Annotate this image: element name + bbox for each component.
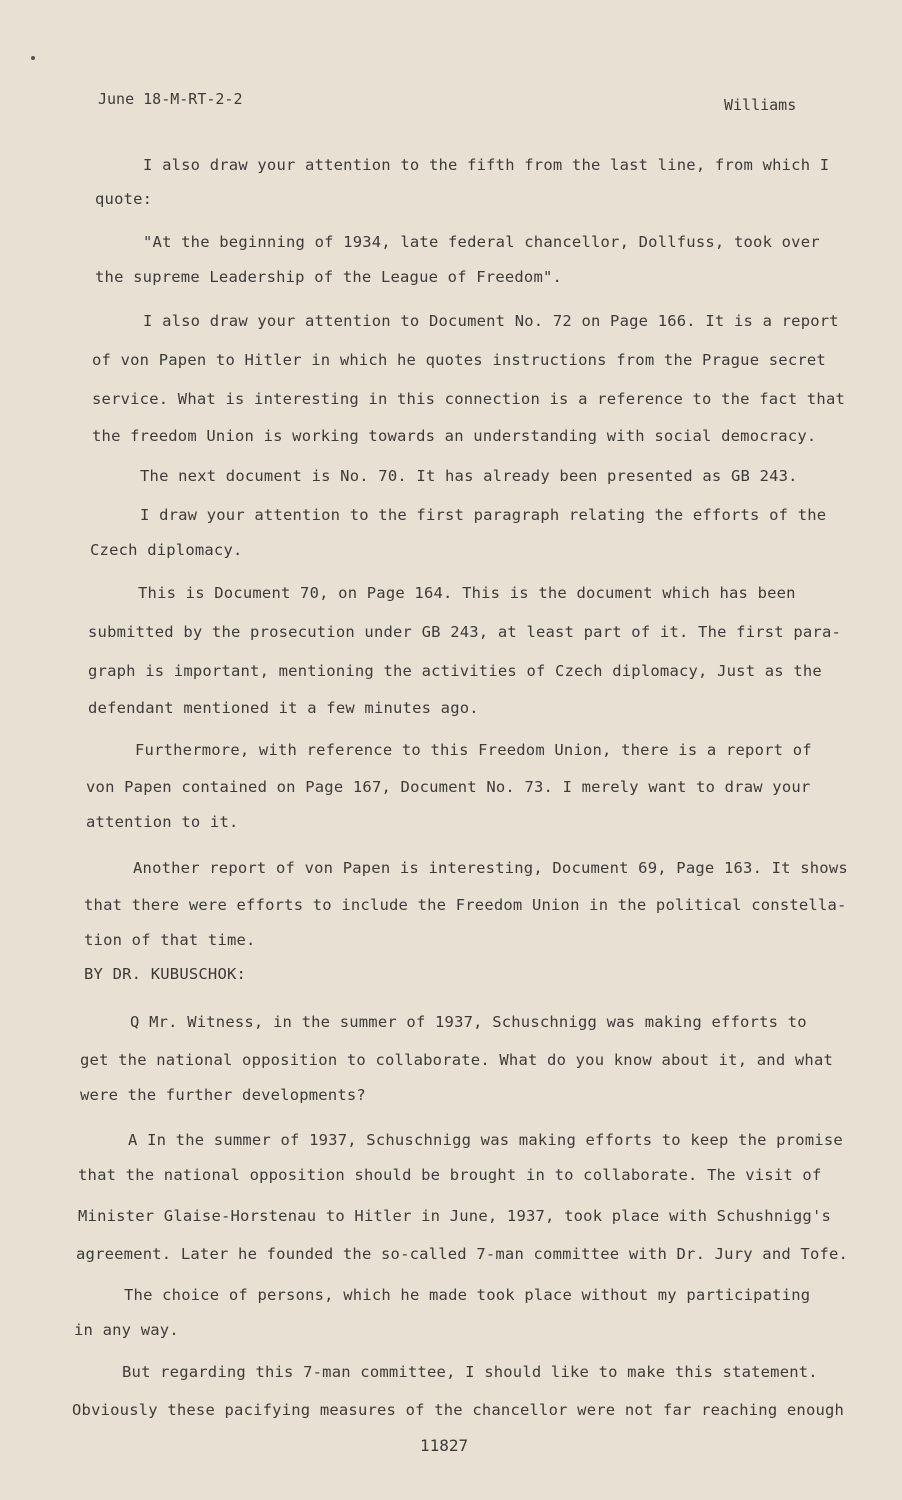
body-line: Another report of von Papen is interesting, Document 69, Page 163. It shows	[133, 859, 848, 877]
body-line: quote:	[95, 190, 153, 208]
body-line: I draw your attention to the first paragraph relating the efforts of the	[140, 506, 827, 524]
examiner-heading: BY DR. KUBUSCHOK:	[84, 965, 247, 983]
question-line: get the national opposition to collaborate. What do you know about it, and what	[80, 1051, 834, 1069]
answer-line: Obviously these pacifying measures of the chancellor were not far reaching enough	[72, 1401, 845, 1419]
body-line: Czech diplomacy.	[90, 541, 243, 559]
body-line: "At the beginning of 1934, late federal chancellor, Dollfuss, took over	[143, 233, 820, 251]
body-line: submitted by the prosecution under GB 243, at least part of it. The first para-	[88, 623, 842, 641]
document-reference: June 18-M-RT-2-2	[98, 90, 243, 108]
body-line: I also draw your attention to Document No. 72 on Page 166. It is a report	[143, 312, 839, 330]
question-line: were the further developments?	[80, 1086, 366, 1104]
body-line: attention to it.	[86, 813, 239, 831]
body-line: that there were efforts to include the Freedom Union in the political constella-	[84, 896, 847, 914]
answer-line: But regarding this 7-man committee, I should like to make this statement.	[122, 1363, 818, 1381]
body-line: the freedom Union is working towards an understanding with social democracy.	[92, 427, 817, 445]
page-number: 11827	[420, 1436, 469, 1455]
body-line: tion of that time.	[84, 931, 256, 949]
body-line: von Papen contained on Page 167, Document No. 73. I merely want to draw your	[86, 778, 811, 796]
body-line: graph is important, mentioning the activities of Czech diplomacy, Just as the	[88, 662, 822, 680]
body-line: The next document is No. 70. It has already been presented as GB 243.	[140, 467, 798, 485]
body-line: This is Document 70, on Page 164. This is the document which has been	[138, 584, 796, 602]
answer-line: A In the summer of 1937, Schuschnigg was making efforts to keep the promise	[128, 1131, 843, 1149]
body-line: service. What is interesting in this connection is a reference to the fact that	[92, 390, 846, 408]
answer-line: agreement. Later he founded the so-called 7-man committee with Dr. Jury and Tofe.	[76, 1245, 849, 1263]
answer-line: The choice of persons, which he made took place without my participating	[124, 1286, 811, 1304]
body-line: I also draw your attention to the fifth from the last line, from which I	[143, 156, 830, 174]
body-line: Furthermore, with reference to this Freedom Union, there is a report of	[135, 741, 812, 759]
witness-name: Williams	[724, 96, 797, 114]
body-line: of von Papen to Hitler in which he quotes instructions from the Prague secret	[92, 351, 826, 369]
answer-line: Minister Glaise-Horstenau to Hitler in June, 1937, took place with Schushnigg's	[78, 1207, 832, 1225]
body-line: defendant mentioned it a few minutes ago.	[88, 699, 479, 717]
body-line: the supreme Leadership of the League of Freedom".	[95, 268, 563, 286]
answer-line: that the national opposition should be brought in to collaborate. The visit of	[78, 1166, 822, 1184]
answer-line: in any way.	[74, 1321, 179, 1339]
ink-speck	[31, 56, 35, 60]
question-line: Q Mr. Witness, in the summer of 1937, Schuschnigg was making efforts to	[130, 1013, 807, 1031]
